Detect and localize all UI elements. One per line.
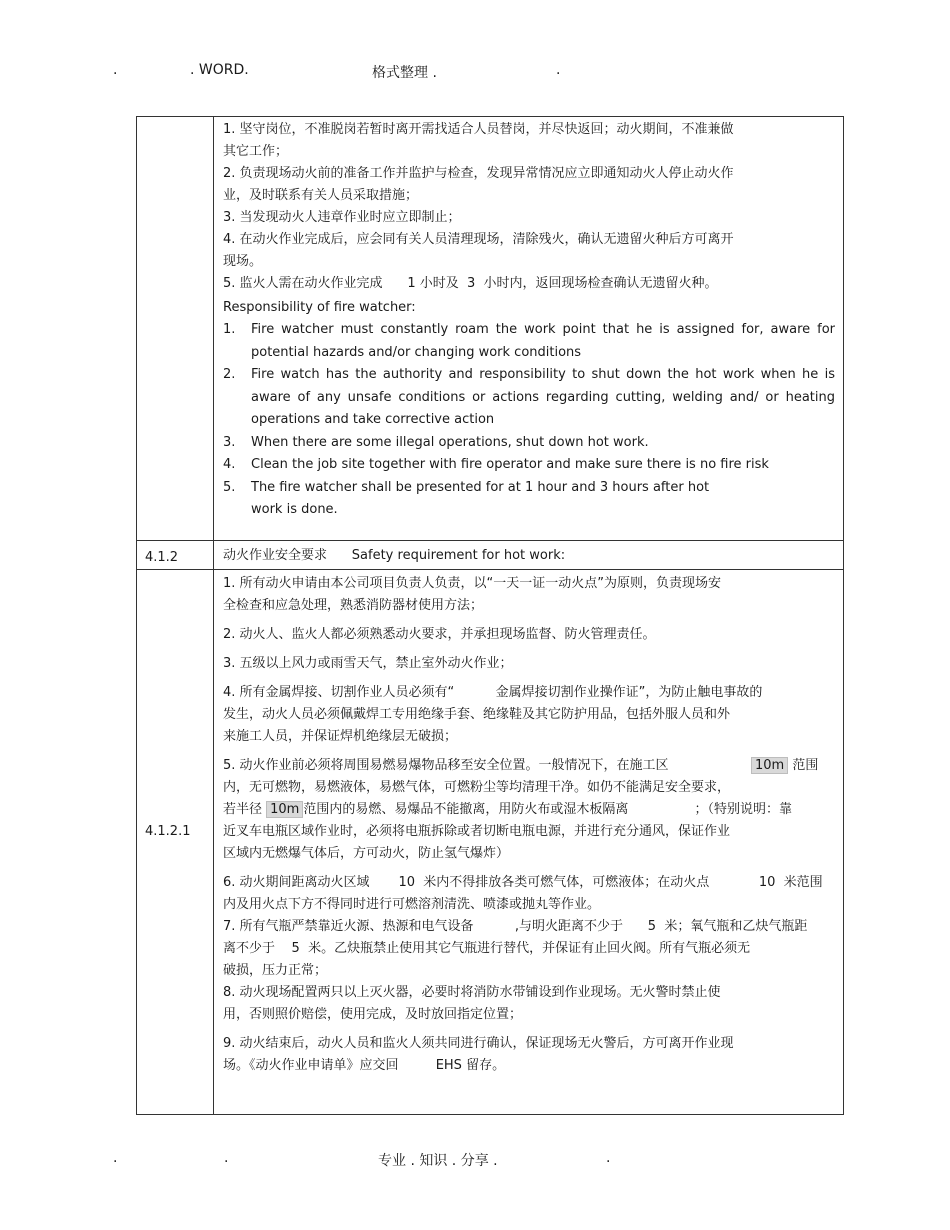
item5-line-3 (223, 799, 835, 821)
item5-line-3-rest: 范围内的易燃、易爆品不能撤离，用防火布或湿木板隔离 ；（特别说明：靠 (303, 802, 792, 817)
item5-line-1-end (751, 755, 818, 777)
list-item-number: 3. (223, 434, 236, 450)
list-item-text: Fire watch has the authority and responsibility to shut down the hot work when he is aware of any unsafe conditions or actions regarding cutting, welding and/ or heating operations and take corrective action (251, 367, 835, 427)
item8-line-1: 8. 动火现场配置两只以上灭火器，必要时将消防水带铺设到作业现场。无火警时禁止使 (223, 985, 721, 1000)
row1-en-list (223, 319, 835, 522)
list-item-text: Fire watcher must constantly roam the work point that he is assigned for, aware for potential hazards and/or changing work conditions (251, 322, 835, 360)
header-dot-right: . (556, 62, 561, 78)
list-item (223, 319, 835, 364)
item1-line-2: 全检查和应急处理，熟悉消防器材使用方法； (223, 598, 484, 613)
list-item-number: 4. (223, 457, 236, 472)
row3-content (223, 573, 835, 1077)
item4-line-1: 4. 所有金属焊接、切割作业人员必须有“ 金属焊接切割作业操作证”，为防止触电事故的 (223, 685, 763, 700)
item7-line-2: 离不少于 5 米。乙炔瓶禁止使用其它气瓶进行替代，并保证有止回火阀。所有气瓶必须无 (223, 941, 751, 956)
item7-line-3: 破损，压力正常； (223, 963, 328, 978)
row3-section-number: 4.1.2.1 (145, 824, 191, 839)
item5-line-4: 近叉车电瓶区域作业时，必须将电瓶拆除或者切断电瓶电源，并进行充分通风，保证作业 (223, 824, 731, 839)
row2-section-number: 4.1.2 (145, 550, 179, 565)
row1-zh-line-1: 1. 坚守岗位，不准脱岗若暂时离开需找适合人员替岗，并尽快返回；动火期间，不准兼做 (223, 122, 734, 137)
footer-dot-right: . (606, 1150, 611, 1166)
row1-zh-line-3: 2. 负责现场动火前的准备工作并监护与检查，发现异常情况应立即通知动火人停止动火作 (223, 166, 734, 181)
footer-dot-left: . (113, 1150, 118, 1166)
row1-zh-line-6: 4. 在动火作业完成后，应会同有关人员清理现场，清除残火，确认无遗留火种后方可离开 (223, 232, 734, 247)
radius-highlight-2: 10m (266, 801, 303, 818)
header-dot-left: . (113, 62, 118, 78)
list-item (223, 454, 835, 477)
item8-line-2: 用，否则照价赔偿，使用完成，及时放回指定位置； (223, 1007, 523, 1022)
item5-line-1-tail: 范围 (788, 758, 819, 773)
row2-content (223, 545, 835, 567)
list-item-text: Clean the job site together with fire operator and make sure there is no fire risk (251, 457, 769, 472)
header-format: 格式整理 . (372, 65, 437, 81)
list-item-number: 1. (223, 322, 236, 337)
row1-en-title: Responsibility of fire watcher: (223, 300, 416, 315)
item7-line-1: 7. 所有气瓶严禁靠近火源、热源和电气设备 ,与明火距离不少于 5 米；氧气瓶和乙炔气瓶距 (223, 919, 808, 934)
row-divider-2 (137, 569, 843, 570)
item3-line-1: 3. 五级以上风力或雨雪天气，禁止室外动火作业； (223, 656, 513, 671)
list-item-text: When there are some illegal operations, shut down hot work. (251, 434, 649, 450)
row1-zh-line-7: 现场。 (223, 254, 263, 269)
row1-content (223, 119, 835, 522)
column-divider (213, 117, 214, 1114)
item1-line-1: 1. 所有动火申请由本公司项目负责人负责，以“一天一证一动火点”为原则，负责现场安 (223, 576, 722, 591)
page-footer (0, 1150, 950, 1170)
item9-line-2: 场。《动火作业申请单》应交回 EHS 留存。 (223, 1058, 506, 1073)
list-item-number: 2. (223, 367, 236, 382)
item9-line-1: 9. 动火结束后，动火人员和监火人须共同进行确认，保证现场无火警后，方可离开作业现 (223, 1036, 734, 1051)
row1-zh-line-4: 业，及时联系有关人员采取措施； (223, 188, 419, 203)
page-header (0, 62, 950, 82)
row-divider-1 (137, 540, 843, 541)
list-item (223, 432, 835, 455)
item4-line-2: 发生，动火人员必须佩戴焊工专用绝缘手套、绝缘鞋及其它防护用品，包括外服人员和外 (223, 707, 731, 722)
item5-line-5: 区域内无燃爆气体后，方可动火，防止氢气爆炸） (223, 846, 510, 861)
list-item (223, 477, 835, 522)
item5-line-1-text: 5. 动火作业前必须将周围易燃易爆物品移至安全位置。一般情况下，在施工区 (223, 758, 669, 773)
row1-zh-line-8: 5. 监火人需在动火作业完成 1 小时及 3 小时内，返回现场检查确认无遗留火种。 (223, 276, 718, 291)
row2-heading: 动火作业安全要求 Safety requirement for hot work: (223, 548, 566, 563)
item5-line-1 (223, 755, 835, 777)
header-word: . WORD. (190, 62, 249, 78)
list-item-number: 5. (223, 479, 236, 495)
list-item-text: The fire watcher shall be presented for at 1 hour and 3 hours after hot work is done. (251, 479, 710, 517)
item5-line-2: 内，无可燃物，易燃液体，易燃气体，可燃粉尘等均清理干净。如仍不能满足安全要求， (223, 780, 731, 795)
item6-line-2: 内及用火点下方不得同时进行可燃溶剂清洗、喷漆或抛丸等作业。 (223, 897, 601, 912)
footer-dot-middle: . (224, 1150, 229, 1166)
row1-zh-line-5: 3. 当发现动火人违章作业时应立即制止； (223, 210, 461, 225)
item5-line-3-start: 若半径 (223, 802, 267, 817)
footer-text: 专业 . 知识 . 分享 . (378, 1153, 498, 1169)
item4-line-3: 来施工人员，并保证焊机绝缘层无破损； (223, 729, 458, 744)
item6-line-1: 6. 动火期间距离动火区域 10 米内不得排放各类可燃气体，可燃液体；在动火点 10 米范围 (223, 875, 823, 890)
radius-highlight-1: 10m (751, 757, 788, 774)
item2-line-1: 2. 动火人、监火人都必须熟悉动火要求，并承担现场监督、防火管理责任。 (223, 627, 656, 642)
requirements-table (136, 116, 844, 1115)
row1-zh-line-2: 其它工作； (223, 144, 289, 159)
list-item (223, 364, 835, 432)
